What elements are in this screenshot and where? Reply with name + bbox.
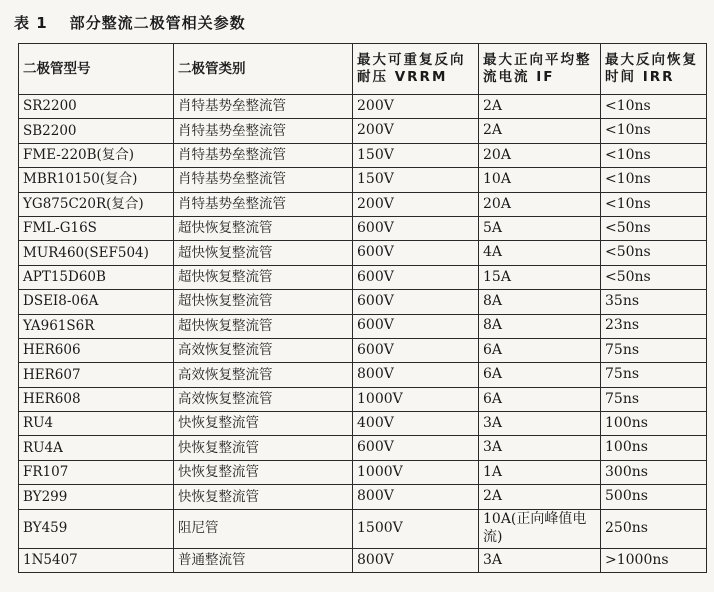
cell-irr: <50ns — [601, 241, 707, 265]
cell-if: 3A — [479, 412, 601, 436]
cell-vrrm: 600V — [353, 436, 479, 460]
table-row — [19, 265, 707, 289]
cell-type: 快恢复整流管 — [174, 412, 353, 436]
cell-vrrm: 150V — [353, 143, 479, 167]
table-title: 部分整流二极管相关参数 — [69, 13, 246, 32]
table-row — [19, 119, 707, 143]
cell-irr: 300ns — [601, 460, 707, 484]
cell-type: 超快恢复整流管 — [174, 290, 353, 314]
table-row — [19, 290, 707, 314]
cell-type: 肖特基势垒整流管 — [174, 143, 353, 167]
cell-irr: 23ns — [601, 314, 707, 338]
cell-type: 超快恢复整流管 — [174, 265, 353, 289]
cell-vrrm: 600V — [353, 290, 479, 314]
cell-type: 超快恢复整流管 — [174, 241, 353, 265]
header-if: 最大正向平均整流电流 IF — [479, 44, 601, 95]
cell-irr: 75ns — [601, 338, 707, 362]
table-row — [19, 338, 707, 362]
cell-vrrm: 600V — [353, 314, 479, 338]
cell-model: 1N5407 — [19, 548, 174, 572]
table-row — [19, 216, 707, 240]
cell-if: 2A — [479, 119, 601, 143]
table-row — [19, 485, 707, 509]
cell-irr: <10ns — [601, 143, 707, 167]
cell-model: YG875C20R(复合) — [19, 192, 174, 216]
cell-irr: <50ns — [601, 216, 707, 240]
cell-if: 20A — [479, 143, 601, 167]
header-type: 二极管类别 — [174, 44, 353, 95]
cell-if: 10A(正向峰值电流) — [479, 509, 601, 548]
cell-irr: <10ns — [601, 192, 707, 216]
cell-irr: 100ns — [601, 412, 707, 436]
table-row — [19, 387, 707, 411]
table-row — [19, 241, 707, 265]
header-vrrm: 最大可重复反向耐压 VRRM — [353, 44, 479, 95]
cell-vrrm: 200V — [353, 119, 479, 143]
cell-type: 肖特基势垒整流管 — [174, 95, 353, 119]
cell-model: BY299 — [19, 485, 174, 509]
table-header-row — [19, 44, 707, 95]
cell-vrrm: 1000V — [353, 460, 479, 484]
cell-if: 3A — [479, 436, 601, 460]
cell-irr: 100ns — [601, 436, 707, 460]
cell-if: 6A — [479, 338, 601, 362]
diode-parameter-table — [18, 43, 707, 573]
table-caption — [14, 8, 246, 36]
cell-type: 超快恢复整流管 — [174, 314, 353, 338]
cell-irr: 75ns — [601, 363, 707, 387]
cell-vrrm: 600V — [353, 216, 479, 240]
header-irr: 最大反向恢复时间 IRR — [601, 44, 707, 95]
table-body — [19, 95, 707, 573]
cell-irr: 35ns — [601, 290, 707, 314]
table-row — [19, 412, 707, 436]
cell-if: 2A — [479, 95, 601, 119]
cell-irr: <10ns — [601, 95, 707, 119]
cell-model: DSEI8-06A — [19, 290, 174, 314]
cell-vrrm: 600V — [353, 241, 479, 265]
cell-if: 15A — [479, 265, 601, 289]
cell-if: 5A — [479, 216, 601, 240]
cell-if: 10A — [479, 168, 601, 192]
cell-vrrm: 200V — [353, 95, 479, 119]
cell-irr: 250ns — [601, 509, 707, 548]
cell-type: 高效恢复整流管 — [174, 387, 353, 411]
cell-vrrm: 800V — [353, 548, 479, 572]
table-row — [19, 95, 707, 119]
cell-model: MBR10150(复合) — [19, 168, 174, 192]
cell-model: HER608 — [19, 387, 174, 411]
cell-irr: >1000ns — [601, 548, 707, 572]
cell-if: 8A — [479, 290, 601, 314]
table-row — [19, 548, 707, 572]
cell-type: 阻尼管 — [174, 509, 353, 548]
cell-vrrm: 800V — [353, 363, 479, 387]
cell-irr: 500ns — [601, 485, 707, 509]
cell-model: SR2200 — [19, 95, 174, 119]
cell-type: 快恢复整流管 — [174, 460, 353, 484]
cell-model: HER606 — [19, 338, 174, 362]
table-row — [19, 168, 707, 192]
cell-model: FME-220B(复合) — [19, 143, 174, 167]
cell-type: 普通整流管 — [174, 548, 353, 572]
cell-vrrm: 1000V — [353, 387, 479, 411]
cell-model: APT15D60B — [19, 265, 174, 289]
table-row — [19, 460, 707, 484]
cell-vrrm: 1500V — [353, 509, 479, 548]
table-row — [19, 363, 707, 387]
cell-irr: 75ns — [601, 387, 707, 411]
cell-if: 2A — [479, 485, 601, 509]
cell-if: 6A — [479, 363, 601, 387]
cell-vrrm: 150V — [353, 168, 479, 192]
cell-type: 快恢复整流管 — [174, 485, 353, 509]
cell-model: RU4 — [19, 412, 174, 436]
cell-if: 6A — [479, 387, 601, 411]
cell-model: RU4A — [19, 436, 174, 460]
cell-irr: <10ns — [601, 119, 707, 143]
cell-model: SB2200 — [19, 119, 174, 143]
cell-model: HER607 — [19, 363, 174, 387]
table-row — [19, 314, 707, 338]
cell-if: 8A — [479, 314, 601, 338]
cell-model: FR107 — [19, 460, 174, 484]
cell-vrrm: 600V — [353, 338, 479, 362]
cell-vrrm: 200V — [353, 192, 479, 216]
cell-model: BY459 — [19, 509, 174, 548]
cell-type: 肖特基势垒整流管 — [174, 119, 353, 143]
table-row — [19, 436, 707, 460]
cell-if: 3A — [479, 548, 601, 572]
table-row — [19, 143, 707, 167]
cell-type: 快恢复整流管 — [174, 436, 353, 460]
cell-type: 肖特基势垒整流管 — [174, 168, 353, 192]
table-row — [19, 509, 707, 548]
cell-type: 高效恢复整流管 — [174, 338, 353, 362]
cell-if: 20A — [479, 192, 601, 216]
table-number: 表 1 — [14, 13, 48, 32]
cell-type: 肖特基势垒整流管 — [174, 192, 353, 216]
header-model: 二极管型号 — [19, 44, 174, 95]
cell-vrrm: 600V — [353, 265, 479, 289]
cell-irr: <10ns — [601, 168, 707, 192]
cell-vrrm: 400V — [353, 412, 479, 436]
cell-irr: <50ns — [601, 265, 707, 289]
cell-type: 超快恢复整流管 — [174, 216, 353, 240]
cell-model: YA961S6R — [19, 314, 174, 338]
cell-if: 4A — [479, 241, 601, 265]
cell-model: MUR460(SEF504) — [19, 241, 174, 265]
cell-type: 高效恢复整流管 — [174, 363, 353, 387]
cell-if: 1A — [479, 460, 601, 484]
cell-model: FML-G16S — [19, 216, 174, 240]
table-row — [19, 192, 707, 216]
cell-vrrm: 800V — [353, 485, 479, 509]
